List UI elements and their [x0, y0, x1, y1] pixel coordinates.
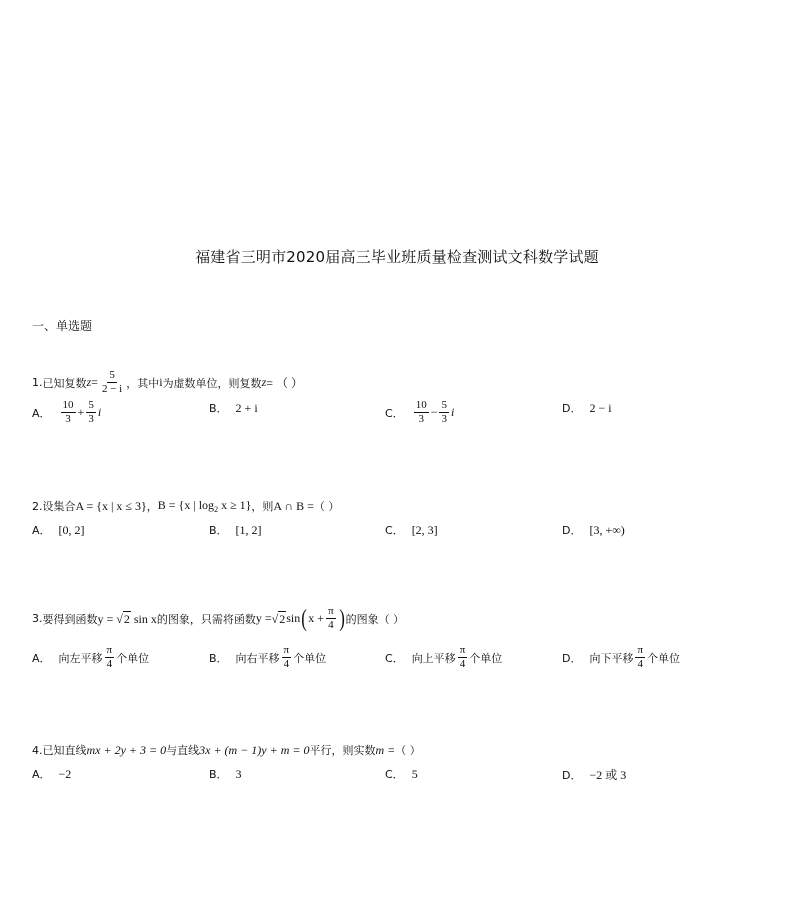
sqrt: √ 2	[271, 611, 286, 626]
fraction	[100, 370, 124, 395]
option-b[interactable]	[209, 400, 258, 416]
option-a[interactable]	[32, 400, 101, 425]
math-expression: A ∩ B =	[273, 498, 314, 513]
option-value: [0, 2]	[58, 522, 85, 537]
fraction-denominator: 4	[459, 658, 466, 670]
question-number: 3.	[32, 612, 43, 625]
right-paren: )	[338, 605, 345, 632]
options-2	[32, 522, 732, 552]
fraction	[86, 400, 96, 425]
option-c[interactable]	[385, 400, 454, 425]
math-var: i	[450, 405, 455, 419]
question-text: ，其中	[126, 376, 160, 390]
option-text: 个单位	[647, 651, 681, 665]
option-d[interactable]	[562, 645, 680, 670]
fraction-denominator: 4	[283, 658, 290, 670]
question-text: 要得到函数	[42, 612, 98, 626]
question-text: 的图象，只需将函数	[156, 612, 256, 626]
section-heading: 一、单选题	[32, 319, 93, 333]
option-letter: D．	[562, 768, 582, 782]
fraction-denominator: 3	[65, 413, 71, 425]
function-lhs: y =	[97, 611, 117, 626]
option-value: −2	[58, 766, 72, 781]
fraction-numerator: π	[637, 644, 644, 656]
question-text: 已知直线	[42, 744, 87, 757]
fraction	[105, 645, 115, 670]
line-2: 3x + (m − 1)y + m = 0	[199, 742, 310, 757]
option-c[interactable]	[385, 766, 418, 782]
fraction	[439, 400, 449, 425]
option-value: 2 − i	[589, 400, 612, 415]
option-letter: C．	[385, 651, 404, 665]
fraction	[458, 645, 468, 670]
question-text: 设集合	[42, 500, 76, 513]
option-letter: D．	[562, 651, 582, 665]
option-c[interactable]	[385, 522, 438, 538]
argument: x +	[308, 611, 325, 625]
option-value: [3, +∞)	[589, 522, 625, 537]
log-base: 2	[214, 505, 219, 514]
option-c[interactable]	[385, 645, 502, 670]
math-var: z	[86, 375, 92, 389]
fraction-denominator: 3	[441, 413, 447, 425]
sin-label: sin	[286, 611, 301, 625]
option-value: 5	[411, 766, 418, 781]
fraction-denominator: 3	[88, 413, 94, 425]
options-1	[32, 400, 732, 430]
option-letter: A．	[32, 406, 51, 420]
question-text: 已知复数	[42, 376, 87, 390]
option-value: [2, 3]	[411, 522, 438, 537]
options-3	[32, 645, 732, 675]
math-var: i	[97, 405, 102, 419]
fraction-numerator: 5	[441, 399, 447, 411]
option-letter: C．	[385, 524, 404, 537]
option-letter: A．	[32, 768, 51, 781]
option-letter: A．	[32, 651, 51, 665]
set-a: A = {x | x ≤ 3}	[75, 498, 147, 513]
option-letter: D．	[562, 402, 582, 415]
question-number: 2.	[32, 499, 43, 513]
fraction-denominator: 4	[637, 658, 644, 670]
set-b	[158, 498, 252, 514]
option-d[interactable]	[562, 522, 625, 538]
question-tail: = （ ）	[266, 376, 304, 390]
options-4	[32, 766, 732, 796]
fraction-numerator: 5	[109, 369, 115, 381]
fraction	[635, 645, 645, 670]
option-letter: C．	[385, 406, 404, 420]
option-value: [1, 2]	[235, 522, 262, 537]
question-number: 4.	[32, 743, 43, 757]
option-text: 向右平移	[235, 651, 280, 665]
math-op: −	[430, 405, 438, 419]
option-letter: D．	[562, 524, 582, 537]
radicand: 2	[279, 611, 286, 626]
set-b-prefix: B = {x | log	[157, 498, 215, 512]
option-text: 个单位	[469, 651, 503, 665]
option-value: 2 + i	[235, 400, 258, 415]
question-text: 平行，则实数	[309, 744, 376, 757]
option-letter: A．	[32, 524, 51, 537]
option-b[interactable]	[209, 645, 326, 670]
option-text: 向上平移	[411, 651, 456, 665]
fraction-denominator: 4	[106, 658, 113, 670]
math-var: i	[159, 375, 163, 389]
math-op: =	[91, 375, 98, 389]
question-1	[32, 370, 303, 395]
math-var: m =	[375, 742, 396, 757]
function-2	[256, 606, 346, 631]
fraction-numerator: π	[106, 644, 113, 656]
left-paren: (	[301, 605, 308, 632]
fraction-numerator: 10	[415, 399, 427, 411]
line-1: mx + 2y + 3 = 0	[86, 742, 167, 757]
question-tail: 的图象（ ）	[345, 612, 405, 626]
option-value: 3	[235, 766, 242, 781]
function-lhs: y =	[255, 611, 272, 625]
option-a[interactable]	[32, 645, 149, 670]
option-a[interactable]	[32, 766, 71, 782]
fraction	[282, 645, 292, 670]
fraction-denominator: 2 − i	[101, 383, 123, 395]
option-letter: B．	[209, 524, 228, 537]
option-b[interactable]	[209, 766, 242, 782]
option-letter: B．	[209, 768, 228, 781]
question-text: 与直线	[166, 744, 200, 757]
fraction-numerator: π	[459, 644, 466, 656]
option-d[interactable]	[562, 400, 612, 416]
function-1	[98, 611, 157, 627]
function-rhs: sin x	[130, 611, 157, 626]
option-value: −2 或 3	[589, 768, 627, 782]
option-text: 个单位	[116, 651, 150, 665]
fraction	[414, 400, 429, 425]
question-text: ，则	[251, 500, 274, 513]
option-text: 向左平移	[58, 651, 103, 665]
page-title: 福建省三明市2020届高三毕业班质量检查测试文科数学试题	[195, 248, 599, 266]
option-d[interactable]	[562, 766, 626, 783]
fraction-denominator: 4	[328, 619, 334, 631]
option-text: 个单位	[293, 651, 327, 665]
option-letter: B．	[209, 651, 228, 665]
option-letter: B．	[209, 402, 228, 415]
question-3	[32, 606, 404, 631]
question-number: 1.	[32, 376, 43, 389]
question-text: ，	[146, 500, 158, 513]
math-var: z	[261, 375, 267, 389]
fraction-numerator: 10	[62, 399, 74, 411]
option-a[interactable]	[32, 522, 85, 538]
question-4	[32, 742, 421, 758]
radicand: 2	[123, 611, 130, 626]
question-2	[32, 498, 339, 514]
fraction-numerator: π	[283, 644, 290, 656]
option-letter: C．	[385, 768, 404, 781]
fraction-numerator: π	[328, 605, 334, 617]
option-b[interactable]	[209, 522, 262, 538]
fraction-numerator: 5	[88, 399, 94, 411]
fraction	[326, 606, 336, 631]
sqrt: √ 2	[116, 611, 130, 626]
set-b-suffix: x ≥ 1}	[218, 498, 252, 512]
fraction	[61, 400, 76, 425]
question-tail: （ ）	[395, 744, 421, 757]
question-tail: （ ）	[313, 500, 340, 513]
math-op: +	[77, 405, 85, 419]
fraction-denominator: 3	[418, 413, 424, 425]
question-text: 为虚数单位，则复数	[162, 376, 262, 390]
option-text: 向下平移	[589, 651, 634, 665]
